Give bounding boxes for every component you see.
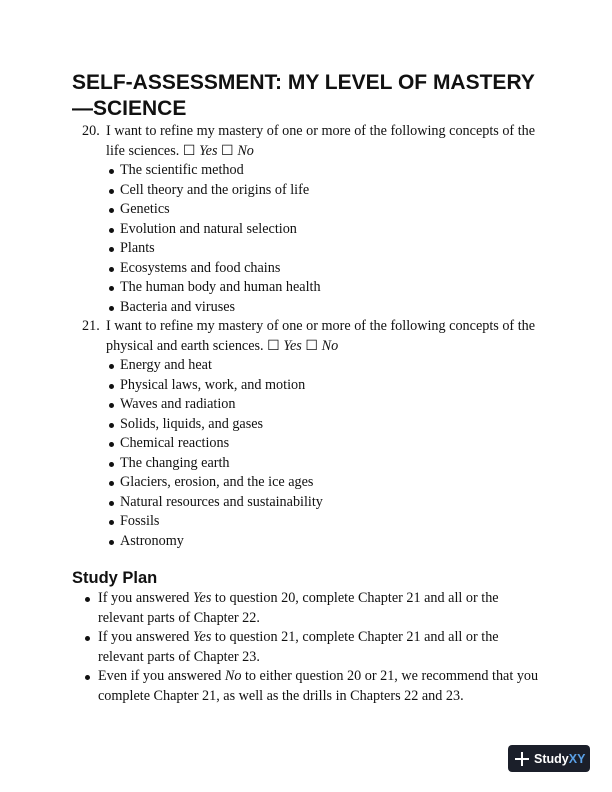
question-20	[72, 122, 542, 317]
study-plan-heading: Study Plan	[72, 569, 158, 587]
list-item: Waves and radiation	[72, 395, 542, 415]
plan-text: If you answered	[98, 629, 193, 645]
list-item: Ecosystems and food chains	[72, 259, 542, 279]
plan-text: to question 20, complete Chapter 21 and all or the relevant parts of Chapter 22.	[98, 590, 499, 626]
no-label: No	[321, 337, 339, 354]
plus-icon	[515, 752, 529, 766]
no-label: No	[237, 142, 254, 159]
list-item: Astronomy	[72, 532, 542, 552]
list-item: Fossils	[72, 512, 542, 532]
no-checkbox[interactable]: ☐	[221, 142, 234, 159]
plan-emphasis: No	[224, 668, 242, 684]
question-prompt: I want to refine my mastery of one or more of the following concepts of the life sciences.	[106, 123, 536, 159]
list-item: Natural resources and sustainability	[72, 493, 542, 513]
question-number: 21.	[82, 318, 100, 334]
no-checkbox[interactable]: ☐	[305, 337, 319, 354]
yes-checkbox[interactable]: ☐	[182, 142, 196, 159]
study-plan-item	[72, 667, 542, 706]
study-plan-item	[72, 628, 542, 667]
list-item: Chemical reactions	[72, 434, 542, 454]
list-item: The scientific method	[72, 161, 542, 181]
list-item: Energy and heat	[72, 356, 542, 376]
badge-brand-accent: XY	[568, 751, 586, 766]
list-item: Genetics	[72, 200, 542, 220]
list-item: Glaciers, erosion, and the ice ages	[72, 473, 542, 493]
plan-text: to either question 20 or 21, we recommend that you complete Chapter 21, as well as the drills in Chapters 22 and 23.	[98, 668, 539, 704]
study-plan-list	[72, 589, 542, 706]
list-item: Physical laws, work, and motion	[72, 376, 542, 396]
yes-label: Yes	[199, 142, 218, 159]
plan-emphasis: Yes	[192, 590, 212, 606]
yes-checkbox[interactable]: ☐	[267, 337, 280, 354]
badge-brand-main: Study	[534, 751, 569, 766]
list-item: Bacteria and viruses	[72, 298, 542, 318]
list-item: Cell theory and the origins of life	[72, 181, 542, 201]
plan-text: Even if you answered	[98, 668, 225, 684]
list-item: Evolution and natural selection	[72, 220, 542, 240]
studyxy-badge[interactable]	[508, 745, 590, 772]
question-number: 20.	[82, 123, 100, 139]
question-21	[72, 317, 542, 551]
question-text	[72, 122, 542, 161]
plan-text: to question 21, complete Chapter 21 and all or the relevant parts of Chapter 23.	[98, 629, 499, 665]
list-item: Solids, liquids, and gases	[72, 415, 542, 435]
list-item: The human body and human health	[72, 278, 542, 298]
yes-label: Yes	[283, 337, 302, 354]
plan-text: If you answered	[98, 590, 193, 606]
study-plan-item	[72, 589, 542, 628]
page-title: SELF-ASSESSMENT: MY LEVEL OF MASTERY —SCIENCE	[72, 71, 535, 120]
question-prompt: I want to refine my mastery of one or more of the following concepts of the physical and earth sciences.	[106, 318, 536, 354]
plan-emphasis: Yes	[192, 629, 212, 645]
concept-list	[72, 356, 542, 551]
study-plan	[72, 589, 542, 706]
list-item: The changing earth	[72, 454, 542, 474]
question-text	[72, 317, 542, 356]
list-item: Plants	[72, 239, 542, 259]
concept-list	[72, 161, 542, 317]
